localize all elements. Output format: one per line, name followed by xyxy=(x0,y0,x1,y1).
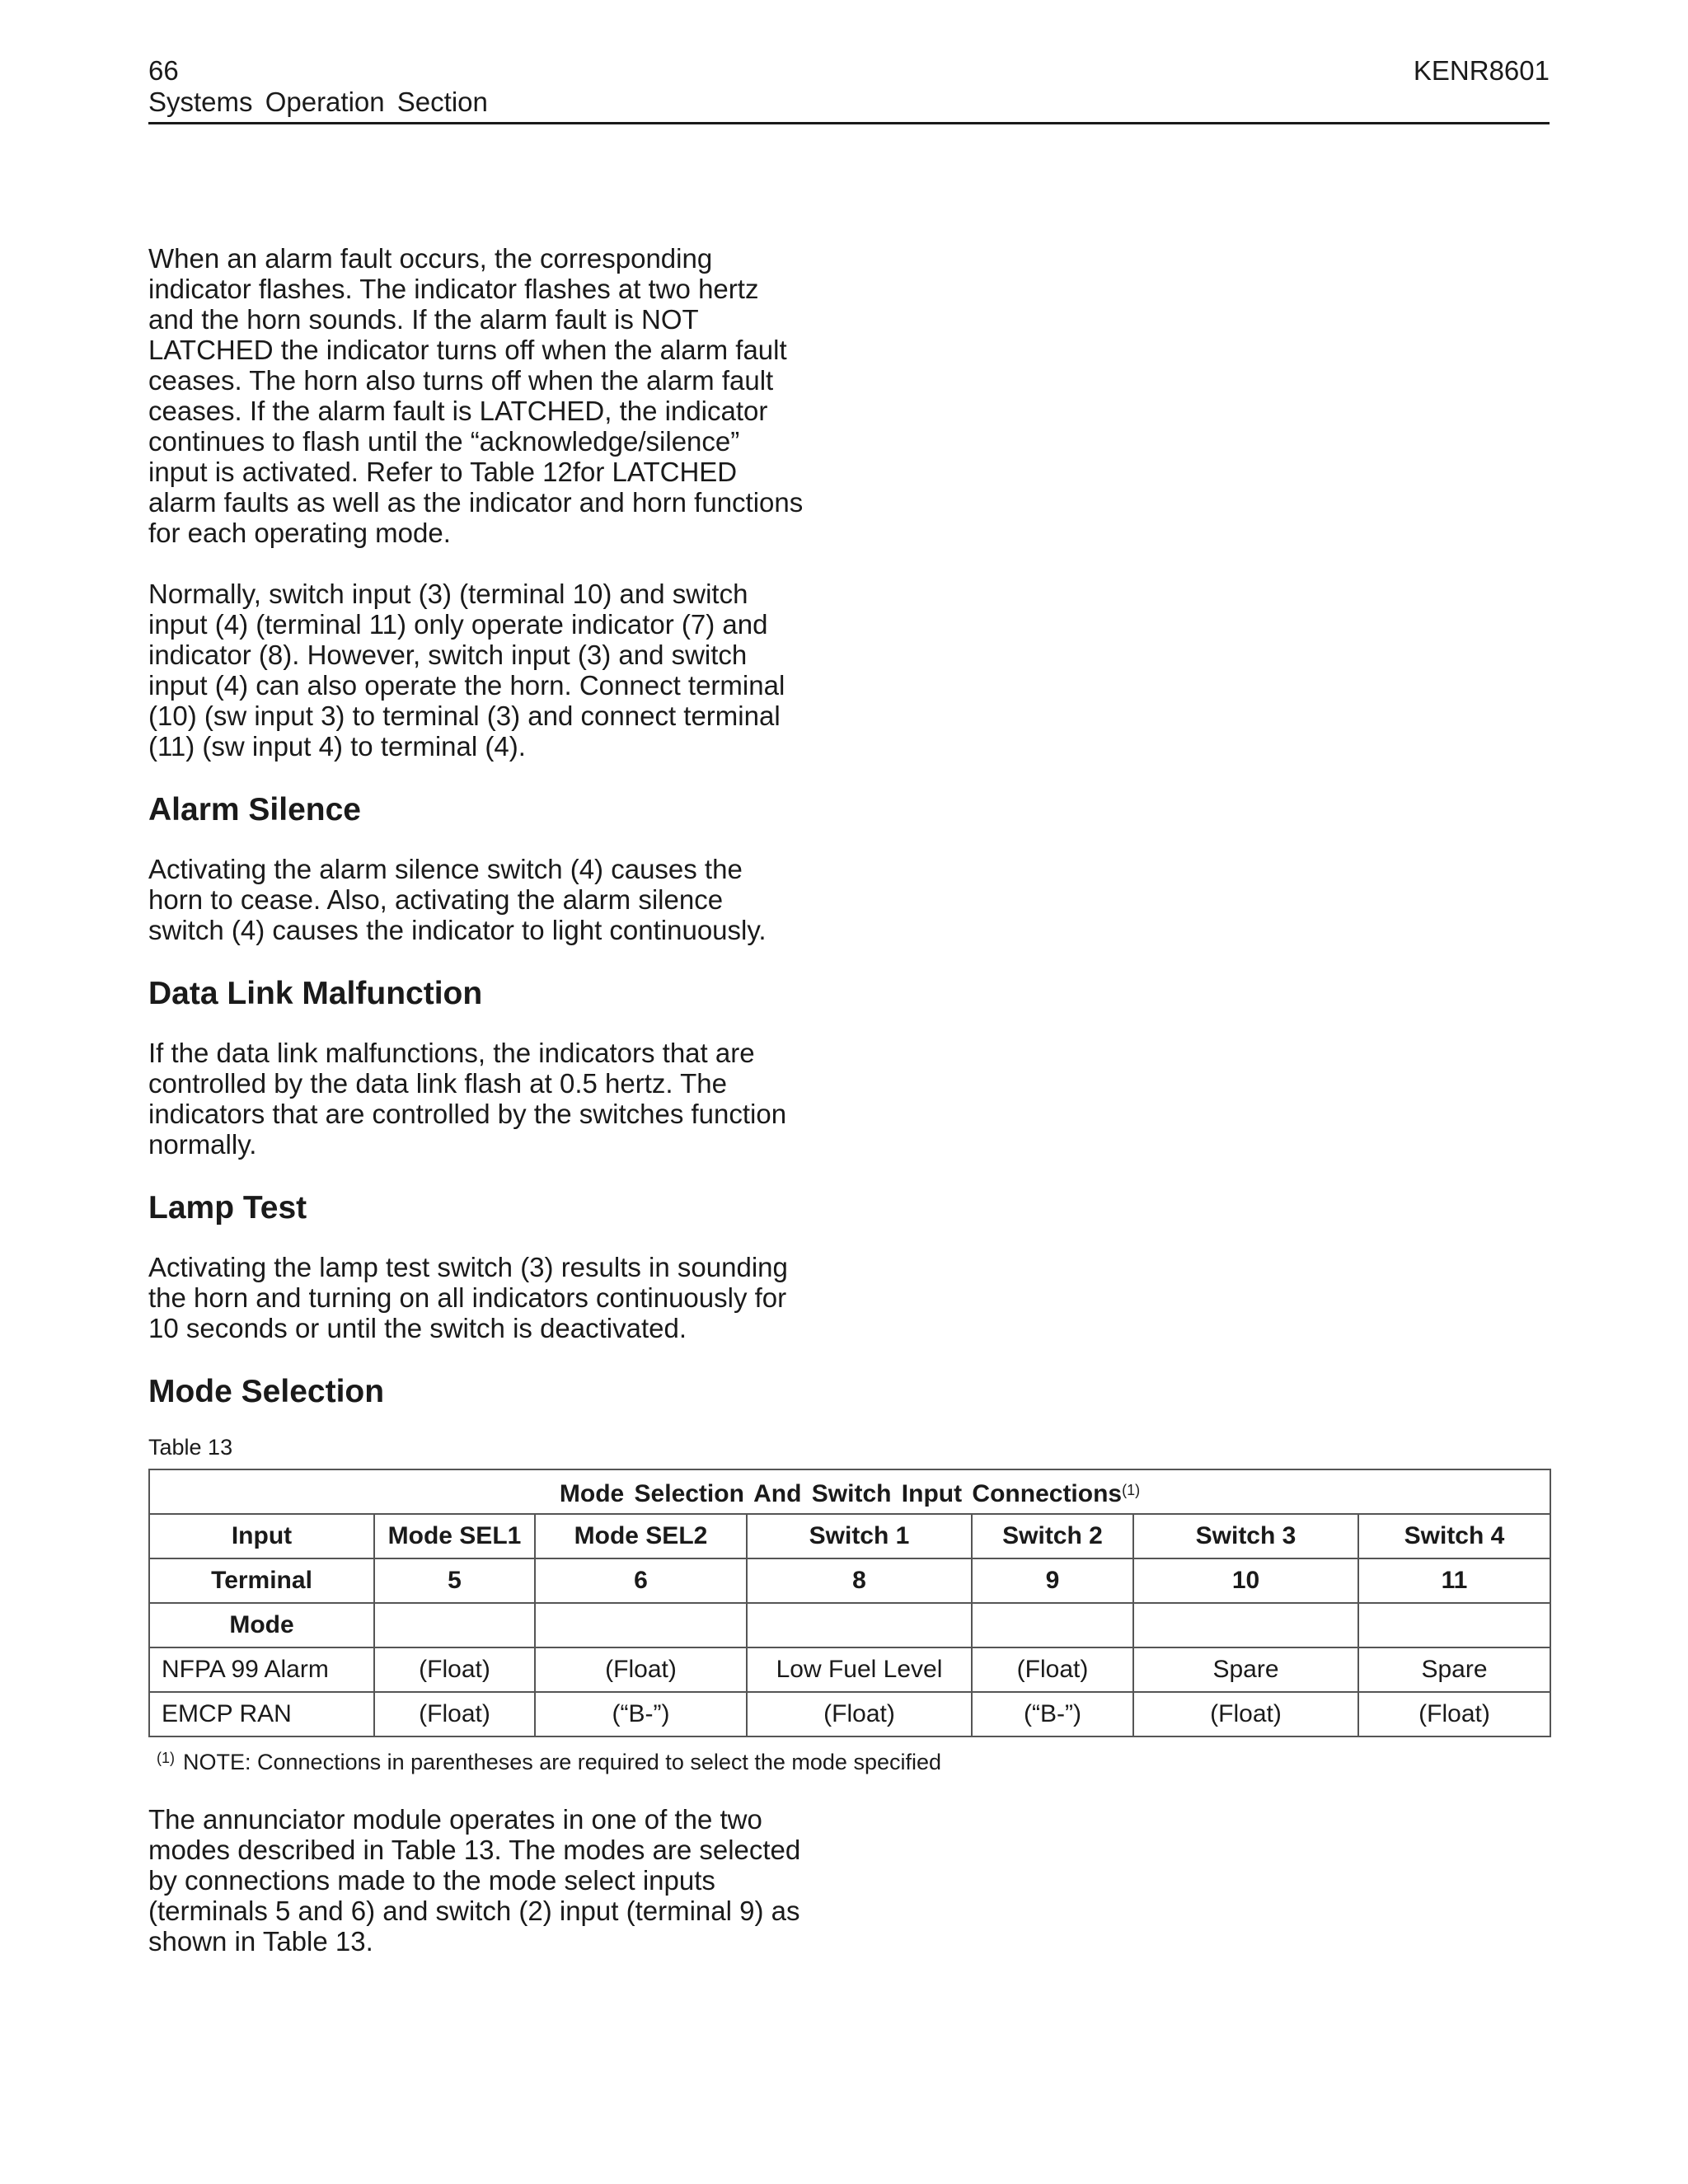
table-cell xyxy=(747,1603,972,1647)
mode-selection-table xyxy=(148,1469,1551,1737)
paragraph-alarm-silence: Activating the alarm silence switch (4) causes the horn to cease. Also, activating the alarm silence switch (4) causes the indicator to light continuously. xyxy=(148,854,767,945)
table-cell xyxy=(535,1603,747,1647)
table-cell: Switch 3 xyxy=(1133,1514,1358,1558)
table-row xyxy=(149,1692,1550,1736)
table-title-row xyxy=(149,1469,1550,1514)
table-title: Mode Selection And Switch Input Connections xyxy=(559,1479,1123,1507)
input-header-row xyxy=(149,1514,1550,1558)
table-cell: Spare xyxy=(1358,1647,1550,1692)
table-cell: Switch 4 xyxy=(1358,1514,1550,1558)
table-cell: 9 xyxy=(972,1558,1133,1603)
table-cell: Switch 2 xyxy=(972,1514,1133,1558)
table-cell: 11 xyxy=(1358,1558,1550,1603)
table-cell: Mode xyxy=(149,1603,374,1647)
table-cell: (“B-”) xyxy=(972,1692,1133,1736)
footnote-ref: (1) xyxy=(157,1750,175,1766)
paragraph-annunciator-modes: The annunciator module operates in one of the two modes described in Table 13. The modes are selected by connections made to the mode select inputs (terminals 5 and 6) and switch (2) input (terminal 9) as shown in Table 13. xyxy=(148,1804,801,1957)
table-cell xyxy=(972,1603,1133,1647)
heading-mode-selection: Mode Selection xyxy=(148,1374,385,1409)
paragraph-switch-inputs: Normally, switch input (3) (terminal 10) and switch input (4) (terminal 11) only operate indicator (7) and indicator (8). However, switch input (3) and switch input (4) can also operate the horn. Connect terminal (10) (sw input 3) to terminal (3) and connect terminal (11) (sw input 4) to terminal (4). xyxy=(148,579,785,762)
heading-data-link-malfunction: Data Link Malfunction xyxy=(148,976,483,1011)
table-cell: Spare xyxy=(1133,1647,1358,1692)
table-title-cell xyxy=(149,1469,1550,1514)
table-cell xyxy=(1358,1603,1550,1647)
mode-name-cell: EMCP RAN xyxy=(149,1692,374,1736)
table-row xyxy=(149,1647,1550,1692)
document-id: KENR8601 xyxy=(1413,55,1550,86)
table-cell: 5 xyxy=(374,1558,535,1603)
text-column-lower xyxy=(148,1804,804,1957)
table-cell: (Float) xyxy=(1358,1692,1550,1736)
heading-alarm-silence: Alarm Silence xyxy=(148,792,361,827)
table-cell: (Float) xyxy=(535,1647,747,1692)
table-cell: Low Fuel Level xyxy=(747,1647,972,1692)
paragraph-lamp-test: Activating the lamp test switch (3) results in sounding the horn and turning on all indicators continuously for 10 seconds or until the switch is deactivated. xyxy=(148,1252,788,1343)
running-header xyxy=(148,49,1550,124)
table-cell: 8 xyxy=(747,1558,972,1603)
table-cell: Terminal xyxy=(149,1558,374,1603)
mode-name-cell: NFPA 99 Alarm xyxy=(149,1647,374,1692)
table-cell: (Float) xyxy=(1133,1692,1358,1736)
table-cell: Switch 1 xyxy=(747,1514,972,1558)
table-cell xyxy=(1133,1603,1358,1647)
table-footnote xyxy=(148,1744,1550,1776)
text-column xyxy=(148,243,804,1411)
table-cell: (Float) xyxy=(747,1692,972,1736)
table-cell: (“B-”) xyxy=(535,1692,747,1736)
table-cell: 6 xyxy=(535,1558,747,1603)
table-cell: Mode SEL2 xyxy=(535,1514,747,1558)
table-title-note-ref: (1) xyxy=(1122,1481,1141,1498)
table-cell: Input xyxy=(149,1514,374,1558)
table-cell xyxy=(374,1603,535,1647)
section-title: Systems Operation Section xyxy=(148,87,488,117)
table-cell: Mode SEL1 xyxy=(374,1514,535,1558)
footnote-text: NOTE: Connections in parentheses are required to select the mode specified xyxy=(183,1750,942,1774)
heading-lamp-test: Lamp Test xyxy=(148,1190,307,1226)
table-cell: 10 xyxy=(1133,1558,1358,1603)
terminal-row xyxy=(149,1558,1550,1603)
table-caption: Table 13 xyxy=(148,1435,233,1460)
paragraph-data-link-malfunction: If the data link malfunctions, the indicators that are controlled by the data link flash at 0.5 hertz. The indicators that are controlled by the switches function normally. xyxy=(148,1038,787,1160)
paragraph-alarm-fault: When an alarm fault occurs, the corresponding indicator flashes. The indicator flashes at two hertz and the horn sounds. If the alarm fault is NOT LATCHED the indicator turns off when the alarm fault ceases. The horn also turns off when the alarm fault ceases. If the alarm fault is LATCHED, the indicator continues to flash until the “acknowledge/silence” input is activated. Refer to Table 12for LATCHED alarm faults as well as the indicator and horn functions for each operating mode. xyxy=(148,243,804,548)
table-cell: (Float) xyxy=(374,1692,535,1736)
table-cell: (Float) xyxy=(972,1647,1133,1692)
page-number: 66 xyxy=(148,55,179,86)
mode-header-row xyxy=(149,1603,1550,1647)
document-page xyxy=(148,49,1550,1957)
table-cell: (Float) xyxy=(374,1647,535,1692)
